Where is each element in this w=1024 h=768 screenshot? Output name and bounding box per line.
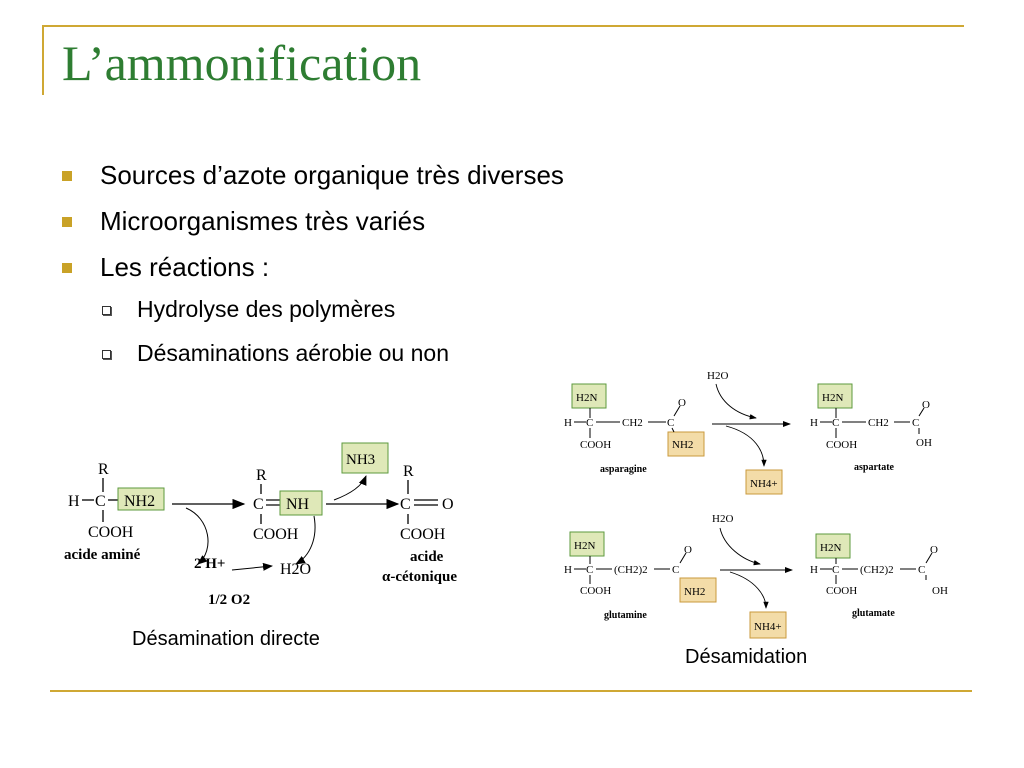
top-rule xyxy=(44,25,964,27)
carbon-label: C xyxy=(253,496,264,513)
square-bullet-icon xyxy=(62,263,72,273)
bullet-text: Les réactions : xyxy=(100,252,270,282)
amide-group-label: NH2 xyxy=(672,439,694,451)
slide-title: L’ammonification xyxy=(62,35,422,91)
hydrogen-label: H xyxy=(810,564,818,576)
carboxyl-label: COOH xyxy=(826,585,858,597)
asparagine-label: asparagine xyxy=(600,464,647,475)
carbon-label: C xyxy=(672,564,680,576)
carboxyl-label: COOH xyxy=(400,526,446,543)
left-rule xyxy=(42,25,44,95)
water-label: H2O xyxy=(707,370,729,382)
ammonia-label: NH3 xyxy=(346,452,376,468)
carbon-label: C xyxy=(667,417,675,429)
carbon-label: C xyxy=(832,564,840,576)
carbon-label: C xyxy=(912,417,920,429)
methylene-label: CH2 xyxy=(868,417,889,429)
amine-group-label: H2N xyxy=(822,392,844,404)
methylene-label: CH2 xyxy=(622,417,643,429)
carbon-label: C xyxy=(95,493,106,510)
amine-group-label: NH2 xyxy=(124,493,156,510)
carbon-label: C xyxy=(586,564,594,576)
hydrogen-label: H xyxy=(810,417,818,429)
sub-bullet-item xyxy=(100,296,560,332)
square-bullet-icon xyxy=(62,171,72,181)
oxygen-label: O xyxy=(442,496,454,513)
left-figure-caption: Désamination directe xyxy=(132,628,320,650)
bullet-item xyxy=(60,252,700,292)
bullet-item xyxy=(60,160,700,200)
amino-acid-label: acide aminé xyxy=(64,547,141,563)
bullet-text: Sources d’azote organique très diverses xyxy=(100,160,564,190)
carbon-label: C xyxy=(832,417,840,429)
glutamate-label: glutamate xyxy=(852,608,895,619)
ammonium-label: NH4+ xyxy=(754,621,782,633)
amine-group-label: H2N xyxy=(574,540,596,552)
sub-bullet-text: Désaminations aérobie ou non xyxy=(137,340,449,366)
hydroxyl-label: OH xyxy=(916,437,932,449)
hollow-square-bullet-icon xyxy=(102,350,111,359)
carboxyl-label: COOH xyxy=(253,526,299,543)
hydrogen-label: H xyxy=(564,564,572,576)
deamidation-diagram xyxy=(560,362,970,642)
sub-bullet-item xyxy=(100,340,560,376)
amide-group-label: NH2 xyxy=(684,586,706,598)
half-oxygen-label: 1/2 O2 xyxy=(208,592,251,608)
carbon-label: C xyxy=(918,564,926,576)
water-label: H2O xyxy=(280,561,312,578)
keto-acid-label-line1: acide xyxy=(410,549,444,565)
hydrogen-label: H xyxy=(564,417,572,429)
aspartate-label: aspartate xyxy=(854,462,894,473)
two-protons-label: 2 H+ xyxy=(194,556,226,572)
amine-group-label: H2N xyxy=(820,542,842,554)
bullet-item xyxy=(60,206,700,246)
carbon-label: C xyxy=(400,496,411,513)
carboxyl-label: COOH xyxy=(580,439,612,451)
oxygen-label: O xyxy=(930,544,938,556)
carbon-label: C xyxy=(586,417,594,429)
oxygen-label: O xyxy=(922,399,930,411)
carboxyl-label: COOH xyxy=(826,439,858,451)
square-bullet-icon xyxy=(62,217,72,227)
oxygen-label: O xyxy=(678,397,686,409)
ammonium-label: NH4+ xyxy=(750,478,778,490)
r-group-label: R xyxy=(256,467,267,484)
water-label: H2O xyxy=(712,513,734,525)
right-figure-caption: Désamidation xyxy=(685,646,808,668)
bullet-text: Microorganismes très variés xyxy=(100,206,426,236)
direct-deamination-diagram xyxy=(60,438,490,618)
hydroxyl-label: OH xyxy=(932,585,948,597)
hydrogen-label: H xyxy=(68,493,80,510)
oxygen-label: O xyxy=(684,544,692,556)
r-group-label: R xyxy=(98,461,109,478)
r-group-label: R xyxy=(403,463,414,480)
bottom-rule xyxy=(50,690,972,692)
imine-group-label: NH xyxy=(286,496,310,513)
ethylene-label: (CH2)2 xyxy=(860,564,894,576)
keto-acid-label-line2: α-cétonique xyxy=(382,569,458,585)
carboxyl-label: COOH xyxy=(88,524,134,541)
carboxyl-label: COOH xyxy=(580,585,612,597)
ethylene-label: (CH2)2 xyxy=(614,564,648,576)
amine-group-label: H2N xyxy=(576,392,598,404)
hollow-square-bullet-icon xyxy=(102,306,111,315)
sub-bullet-text: Hydrolyse des polymères xyxy=(137,296,396,322)
glutamine-label: glutamine xyxy=(604,610,647,621)
